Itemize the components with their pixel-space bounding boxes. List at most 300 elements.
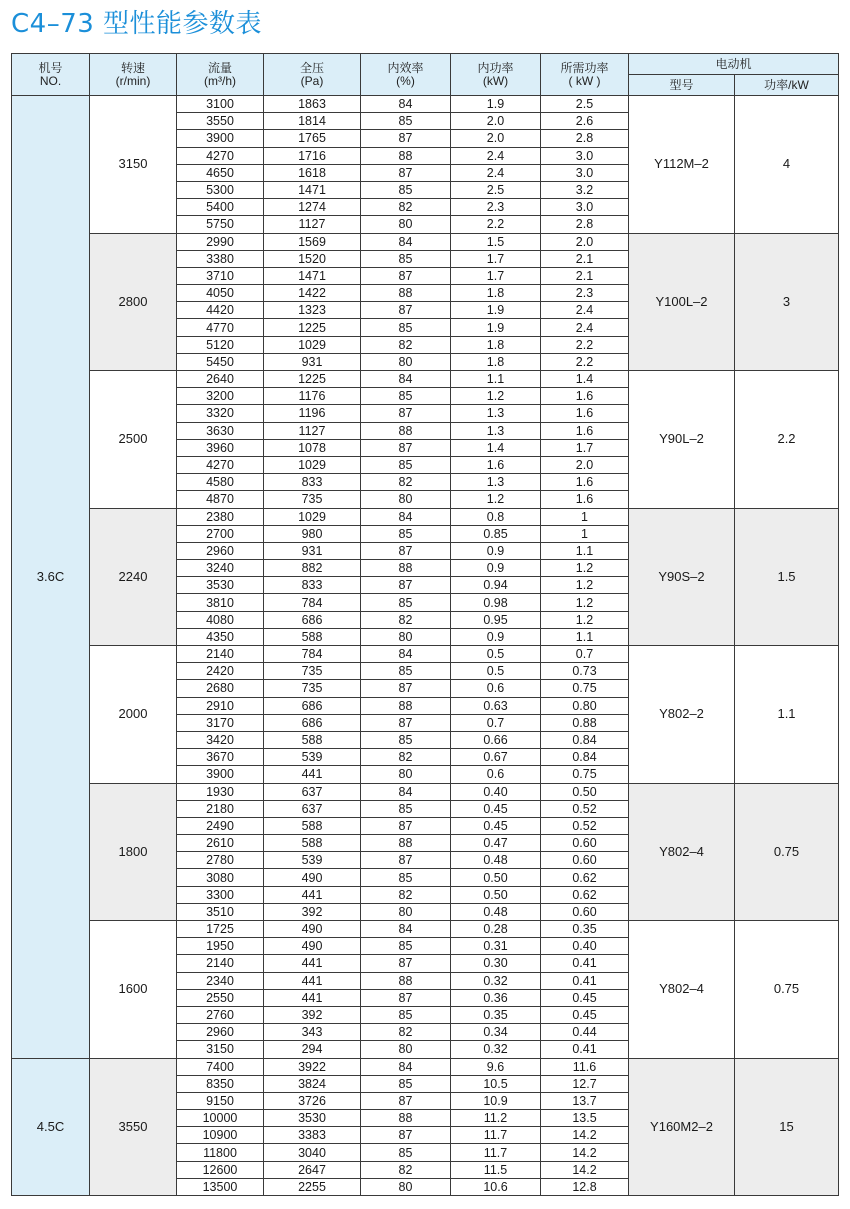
flow-cell: 4050 <box>177 285 264 302</box>
efficiency-cell: 84 <box>361 96 451 113</box>
internal-power-cell: 2.0 <box>451 130 541 147</box>
flow-cell: 13500 <box>177 1178 264 1195</box>
required-power-cell: 2.3 <box>541 285 629 302</box>
efficiency-cell: 82 <box>361 474 451 491</box>
internal-power-cell: 0.85 <box>451 525 541 542</box>
pressure-cell: 1225 <box>264 371 361 388</box>
efficiency-cell: 82 <box>361 886 451 903</box>
pressure-cell: 1814 <box>264 113 361 130</box>
pressure-cell: 3040 <box>264 1144 361 1161</box>
internal-power-cell: 0.63 <box>451 697 541 714</box>
efficiency-cell: 84 <box>361 1058 451 1075</box>
efficiency-cell: 85 <box>361 1006 451 1023</box>
pressure-cell: 784 <box>264 594 361 611</box>
flow-cell: 3380 <box>177 250 264 267</box>
efficiency-cell: 84 <box>361 371 451 388</box>
internal-power-cell: 1.3 <box>451 405 541 422</box>
required-power-cell: 0.50 <box>541 783 629 800</box>
required-power-cell: 0.62 <box>541 869 629 886</box>
flow-cell: 4870 <box>177 491 264 508</box>
internal-power-cell: 9.6 <box>451 1058 541 1075</box>
efficiency-cell: 80 <box>361 903 451 920</box>
flow-cell: 4580 <box>177 474 264 491</box>
efficiency-cell: 85 <box>361 800 451 817</box>
required-power-cell: 12.7 <box>541 1075 629 1092</box>
flow-cell: 4420 <box>177 302 264 319</box>
efficiency-cell: 87 <box>361 1092 451 1109</box>
flow-cell: 2910 <box>177 697 264 714</box>
motor-model-cell: Y160M2–2 <box>629 1058 735 1196</box>
header-label: 机号 <box>38 60 63 75</box>
required-power-cell: 0.52 <box>541 817 629 834</box>
header-unit: (%) <box>396 73 415 88</box>
required-power-cell: 1.6 <box>541 422 629 439</box>
flow-cell: 1725 <box>177 921 264 938</box>
pressure-cell: 1078 <box>264 439 361 456</box>
internal-power-cell: 1.9 <box>451 96 541 113</box>
internal-power-cell: 0.32 <box>451 972 541 989</box>
internal-power-cell: 0.45 <box>451 817 541 834</box>
efficiency-cell: 87 <box>361 302 451 319</box>
required-power-cell: 0.40 <box>541 938 629 955</box>
pressure-cell: 1323 <box>264 302 361 319</box>
pressure-cell: 392 <box>264 903 361 920</box>
header-motor-model: 型号 <box>629 75 735 96</box>
internal-power-cell: 10.5 <box>451 1075 541 1092</box>
flow-cell: 3150 <box>177 1041 264 1058</box>
efficiency-cell: 87 <box>361 542 451 559</box>
efficiency-cell: 87 <box>361 439 451 456</box>
table-row <box>12 508 839 525</box>
flow-cell: 4270 <box>177 456 264 473</box>
required-power-cell: 0.41 <box>541 972 629 989</box>
speed-cell: 1800 <box>90 783 177 921</box>
motor-model-cell: Y112M–2 <box>629 96 735 234</box>
required-power-cell: 1 <box>541 508 629 525</box>
flow-cell: 2420 <box>177 663 264 680</box>
efficiency-cell: 88 <box>361 835 451 852</box>
required-power-cell: 11.6 <box>541 1058 629 1075</box>
header-label: NO. <box>39 73 62 88</box>
pressure-cell: 2647 <box>264 1161 361 1178</box>
required-power-cell: 3.0 <box>541 164 629 181</box>
pressure-cell: 833 <box>264 474 361 491</box>
internal-power-cell: 0.28 <box>451 921 541 938</box>
motor-model-cell: Y90L–2 <box>629 371 735 509</box>
required-power-cell: 13.7 <box>541 1092 629 1109</box>
motor-model-cell: Y802–2 <box>629 646 735 784</box>
required-power-cell: 1.1 <box>541 542 629 559</box>
flow-cell: 3300 <box>177 886 264 903</box>
flow-cell: 2550 <box>177 989 264 1006</box>
internal-power-cell: 11.5 <box>451 1161 541 1178</box>
internal-power-cell: 1.5 <box>451 233 541 250</box>
required-power-cell: 2.4 <box>541 302 629 319</box>
pressure-cell: 833 <box>264 577 361 594</box>
efficiency-cell: 85 <box>361 731 451 748</box>
flow-cell: 2180 <box>177 800 264 817</box>
table-body <box>12 96 839 1196</box>
pressure-cell: 735 <box>264 680 361 697</box>
required-power-cell: 2.2 <box>541 353 629 370</box>
pressure-cell: 1274 <box>264 199 361 216</box>
required-power-cell: 1.2 <box>541 594 629 611</box>
flow-cell: 3550 <box>177 113 264 130</box>
motor-model-cell: Y90S–2 <box>629 508 735 646</box>
flow-cell: 2380 <box>177 508 264 525</box>
header-internal-power <box>451 54 541 96</box>
header-label: 所需功率 <box>560 60 609 75</box>
efficiency-cell: 84 <box>361 233 451 250</box>
pressure-cell: 343 <box>264 1024 361 1041</box>
header-unit: (Pa) <box>300 73 324 88</box>
header-pressure <box>264 54 361 96</box>
header-label: 全压 <box>299 60 324 75</box>
header-efficiency <box>361 54 451 96</box>
internal-power-cell: 0.50 <box>451 886 541 903</box>
pressure-cell: 3530 <box>264 1110 361 1127</box>
flow-cell: 5300 <box>177 181 264 198</box>
internal-power-cell: 0.67 <box>451 749 541 766</box>
motor-model-cell: Y802–4 <box>629 783 735 921</box>
internal-power-cell: 0.40 <box>451 783 541 800</box>
required-power-cell: 3.0 <box>541 147 629 164</box>
internal-power-cell: 0.9 <box>451 628 541 645</box>
internal-power-cell: 0.36 <box>451 989 541 1006</box>
flow-cell: 2610 <box>177 835 264 852</box>
pressure-cell: 588 <box>264 817 361 834</box>
pressure-cell: 735 <box>264 491 361 508</box>
flow-cell: 3530 <box>177 577 264 594</box>
flow-cell: 8350 <box>177 1075 264 1092</box>
flow-cell: 2780 <box>177 852 264 869</box>
flow-cell: 12600 <box>177 1161 264 1178</box>
pressure-cell: 588 <box>264 835 361 852</box>
efficiency-cell: 80 <box>361 216 451 233</box>
efficiency-cell: 88 <box>361 147 451 164</box>
internal-power-cell: 1.3 <box>451 422 541 439</box>
efficiency-cell: 82 <box>361 1161 451 1178</box>
required-power-cell: 2.8 <box>541 216 629 233</box>
pressure-cell: 441 <box>264 886 361 903</box>
flow-cell: 2340 <box>177 972 264 989</box>
flow-cell: 3200 <box>177 388 264 405</box>
efficiency-cell: 80 <box>361 353 451 370</box>
header-unit: (r/min) <box>115 73 151 88</box>
required-power-cell: 2.5 <box>541 96 629 113</box>
required-power-cell: 1.6 <box>541 388 629 405</box>
flow-cell: 1930 <box>177 783 264 800</box>
internal-power-cell: 0.98 <box>451 594 541 611</box>
flow-cell: 2990 <box>177 233 264 250</box>
pressure-cell: 1765 <box>264 130 361 147</box>
pressure-cell: 1520 <box>264 250 361 267</box>
internal-power-cell: 0.5 <box>451 663 541 680</box>
header-unit: (m³/h) <box>204 73 236 88</box>
header-unit: (kW) <box>482 73 509 88</box>
required-power-cell: 0.73 <box>541 663 629 680</box>
flow-cell: 3510 <box>177 903 264 920</box>
flow-cell: 4350 <box>177 628 264 645</box>
flow-cell: 3320 <box>177 405 264 422</box>
required-power-cell: 2.1 <box>541 250 629 267</box>
flow-cell: 3240 <box>177 560 264 577</box>
efficiency-cell: 82 <box>361 749 451 766</box>
required-power-cell: 0.84 <box>541 731 629 748</box>
efficiency-cell: 87 <box>361 989 451 1006</box>
pressure-cell: 3726 <box>264 1092 361 1109</box>
efficiency-cell: 88 <box>361 1110 451 1127</box>
required-power-cell: 14.2 <box>541 1127 629 1144</box>
efficiency-cell: 87 <box>361 164 451 181</box>
header-speed <box>90 54 177 96</box>
flow-cell: 5450 <box>177 353 264 370</box>
performance-table <box>11 53 839 1196</box>
flow-cell: 2960 <box>177 542 264 559</box>
table-row <box>12 646 839 663</box>
flow-cell: 10000 <box>177 1110 264 1127</box>
pressure-cell: 1471 <box>264 181 361 198</box>
internal-power-cell: 0.5 <box>451 646 541 663</box>
speed-cell: 2800 <box>90 233 177 371</box>
internal-power-cell: 2.0 <box>451 113 541 130</box>
flow-cell: 2140 <box>177 646 264 663</box>
internal-power-cell: 11.2 <box>451 1110 541 1127</box>
required-power-cell: 1.6 <box>541 474 629 491</box>
table-row <box>12 371 839 388</box>
pressure-cell: 441 <box>264 989 361 1006</box>
internal-power-cell: 0.9 <box>451 560 541 577</box>
internal-power-cell: 1.7 <box>451 267 541 284</box>
internal-power-cell: 0.34 <box>451 1024 541 1041</box>
efficiency-cell: 87 <box>361 714 451 731</box>
required-power-cell: 1.2 <box>541 577 629 594</box>
pressure-cell: 1618 <box>264 164 361 181</box>
efficiency-cell: 88 <box>361 972 451 989</box>
pressure-cell: 735 <box>264 663 361 680</box>
efficiency-cell: 85 <box>361 869 451 886</box>
speed-cell: 2000 <box>90 646 177 784</box>
required-power-cell: 0.45 <box>541 989 629 1006</box>
table-row <box>12 233 839 250</box>
motor-power-cell: 1.1 <box>735 646 839 784</box>
flow-cell: 2140 <box>177 955 264 972</box>
internal-power-cell: 0.31 <box>451 938 541 955</box>
pressure-cell: 1225 <box>264 319 361 336</box>
flow-cell: 4080 <box>177 611 264 628</box>
internal-power-cell: 1.9 <box>451 319 541 336</box>
required-power-cell: 3.2 <box>541 181 629 198</box>
flow-cell: 2680 <box>177 680 264 697</box>
efficiency-cell: 85 <box>361 181 451 198</box>
efficiency-cell: 85 <box>361 456 451 473</box>
machine-no-cell: 4.5C <box>12 1058 90 1196</box>
required-power-cell: 0.35 <box>541 921 629 938</box>
required-power-cell: 0.60 <box>541 903 629 920</box>
required-power-cell: 2.2 <box>541 336 629 353</box>
internal-power-cell: 0.30 <box>451 955 541 972</box>
flow-cell: 3960 <box>177 439 264 456</box>
required-power-cell: 13.5 <box>541 1110 629 1127</box>
internal-power-cell: 1.1 <box>451 371 541 388</box>
internal-power-cell: 0.94 <box>451 577 541 594</box>
required-power-cell: 0.60 <box>541 835 629 852</box>
pressure-cell: 1422 <box>264 285 361 302</box>
pressure-cell: 588 <box>264 731 361 748</box>
required-power-cell: 1.2 <box>541 560 629 577</box>
internal-power-cell: 0.9 <box>451 542 541 559</box>
pressure-cell: 1196 <box>264 405 361 422</box>
pressure-cell: 686 <box>264 714 361 731</box>
header-label: 流量 <box>207 60 232 75</box>
internal-power-cell: 1.4 <box>451 439 541 456</box>
efficiency-cell: 87 <box>361 577 451 594</box>
header-label: 转速 <box>120 60 145 75</box>
pressure-cell: 1029 <box>264 508 361 525</box>
internal-power-cell: 0.6 <box>451 766 541 783</box>
efficiency-cell: 84 <box>361 508 451 525</box>
motor-power-cell: 15 <box>735 1058 839 1196</box>
internal-power-cell: 1.8 <box>451 353 541 370</box>
internal-power-cell: 0.8 <box>451 508 541 525</box>
efficiency-cell: 84 <box>361 646 451 663</box>
flow-cell: 2960 <box>177 1024 264 1041</box>
required-power-cell: 0.45 <box>541 1006 629 1023</box>
pressure-cell: 441 <box>264 972 361 989</box>
required-power-cell: 2.8 <box>541 130 629 147</box>
table-row <box>12 1058 839 1075</box>
required-power-cell: 2.6 <box>541 113 629 130</box>
efficiency-cell: 87 <box>361 130 451 147</box>
efficiency-cell: 85 <box>361 1075 451 1092</box>
internal-power-cell: 1.2 <box>451 388 541 405</box>
pressure-cell: 3383 <box>264 1127 361 1144</box>
efficiency-cell: 84 <box>361 783 451 800</box>
flow-cell: 5400 <box>177 199 264 216</box>
required-power-cell: 0.75 <box>541 766 629 783</box>
required-power-cell: 2.0 <box>541 456 629 473</box>
efficiency-cell: 85 <box>361 594 451 611</box>
internal-power-cell: 1.6 <box>451 456 541 473</box>
pressure-cell: 1716 <box>264 147 361 164</box>
required-power-cell: 0.84 <box>541 749 629 766</box>
required-power-cell: 1 <box>541 525 629 542</box>
machine-no-cell: 3.6C <box>12 96 90 1059</box>
efficiency-cell: 84 <box>361 921 451 938</box>
header-label: 内效率 <box>387 60 424 75</box>
header-label: 内功率 <box>477 60 514 75</box>
efficiency-cell: 87 <box>361 405 451 422</box>
efficiency-cell: 80 <box>361 1178 451 1195</box>
flow-cell: 4770 <box>177 319 264 336</box>
header-unit: ( kW ) <box>568 73 601 88</box>
efficiency-cell: 80 <box>361 766 451 783</box>
flow-cell: 4270 <box>177 147 264 164</box>
internal-power-cell: 2.2 <box>451 216 541 233</box>
table-row <box>12 96 839 113</box>
table-header <box>12 54 839 96</box>
flow-cell: 3170 <box>177 714 264 731</box>
internal-power-cell: 0.45 <box>451 800 541 817</box>
required-power-cell: 2.1 <box>541 267 629 284</box>
internal-power-cell: 2.4 <box>451 147 541 164</box>
flow-cell: 3810 <box>177 594 264 611</box>
efficiency-cell: 88 <box>361 697 451 714</box>
pressure-cell: 588 <box>264 628 361 645</box>
efficiency-cell: 80 <box>361 491 451 508</box>
efficiency-cell: 80 <box>361 1041 451 1058</box>
pressure-cell: 637 <box>264 800 361 817</box>
efficiency-cell: 88 <box>361 285 451 302</box>
internal-power-cell: 1.9 <box>451 302 541 319</box>
internal-power-cell: 0.48 <box>451 903 541 920</box>
flow-cell: 10900 <box>177 1127 264 1144</box>
efficiency-cell: 82 <box>361 1024 451 1041</box>
required-power-cell: 1.2 <box>541 611 629 628</box>
pressure-cell: 441 <box>264 766 361 783</box>
pressure-cell: 686 <box>264 697 361 714</box>
efficiency-cell: 82 <box>361 336 451 353</box>
flow-cell: 4650 <box>177 164 264 181</box>
pressure-cell: 931 <box>264 542 361 559</box>
efficiency-cell: 85 <box>361 319 451 336</box>
required-power-cell: 0.60 <box>541 852 629 869</box>
motor-power-cell: 3 <box>735 233 839 371</box>
required-power-cell: 1.6 <box>541 405 629 422</box>
required-power-cell: 0.62 <box>541 886 629 903</box>
efficiency-cell: 87 <box>361 267 451 284</box>
motor-power-cell: 0.75 <box>735 783 839 921</box>
internal-power-cell: 0.95 <box>451 611 541 628</box>
internal-power-cell: 2.4 <box>451 164 541 181</box>
required-power-cell: 2.4 <box>541 319 629 336</box>
pressure-cell: 2255 <box>264 1178 361 1195</box>
efficiency-cell: 87 <box>361 852 451 869</box>
header-flow <box>177 54 264 96</box>
motor-power-cell: 2.2 <box>735 371 839 509</box>
required-power-cell: 1.4 <box>541 371 629 388</box>
internal-power-cell: 1.8 <box>451 285 541 302</box>
pressure-cell: 539 <box>264 852 361 869</box>
required-power-cell: 0.52 <box>541 800 629 817</box>
pressure-cell: 1176 <box>264 388 361 405</box>
flow-cell: 2760 <box>177 1006 264 1023</box>
required-power-cell: 0.41 <box>541 1041 629 1058</box>
internal-power-cell: 0.32 <box>451 1041 541 1058</box>
efficiency-cell: 85 <box>361 663 451 680</box>
internal-power-cell: 0.48 <box>451 852 541 869</box>
required-power-cell: 0.44 <box>541 1024 629 1041</box>
flow-cell: 3080 <box>177 869 264 886</box>
header-machine-no <box>12 54 90 96</box>
pressure-cell: 1471 <box>264 267 361 284</box>
pressure-cell: 637 <box>264 783 361 800</box>
required-power-cell: 0.88 <box>541 714 629 731</box>
speed-cell: 1600 <box>90 921 177 1059</box>
flow-cell: 2700 <box>177 525 264 542</box>
internal-power-cell: 2.3 <box>451 199 541 216</box>
header-motor-power: 功率/kW <box>735 75 839 96</box>
table-row <box>12 783 839 800</box>
pressure-cell: 490 <box>264 869 361 886</box>
pressure-cell: 1029 <box>264 336 361 353</box>
flow-cell: 2490 <box>177 817 264 834</box>
flow-cell: 3100 <box>177 96 264 113</box>
required-power-cell: 1.7 <box>541 439 629 456</box>
efficiency-cell: 87 <box>361 817 451 834</box>
pressure-cell: 1863 <box>264 96 361 113</box>
internal-power-cell: 11.7 <box>451 1127 541 1144</box>
